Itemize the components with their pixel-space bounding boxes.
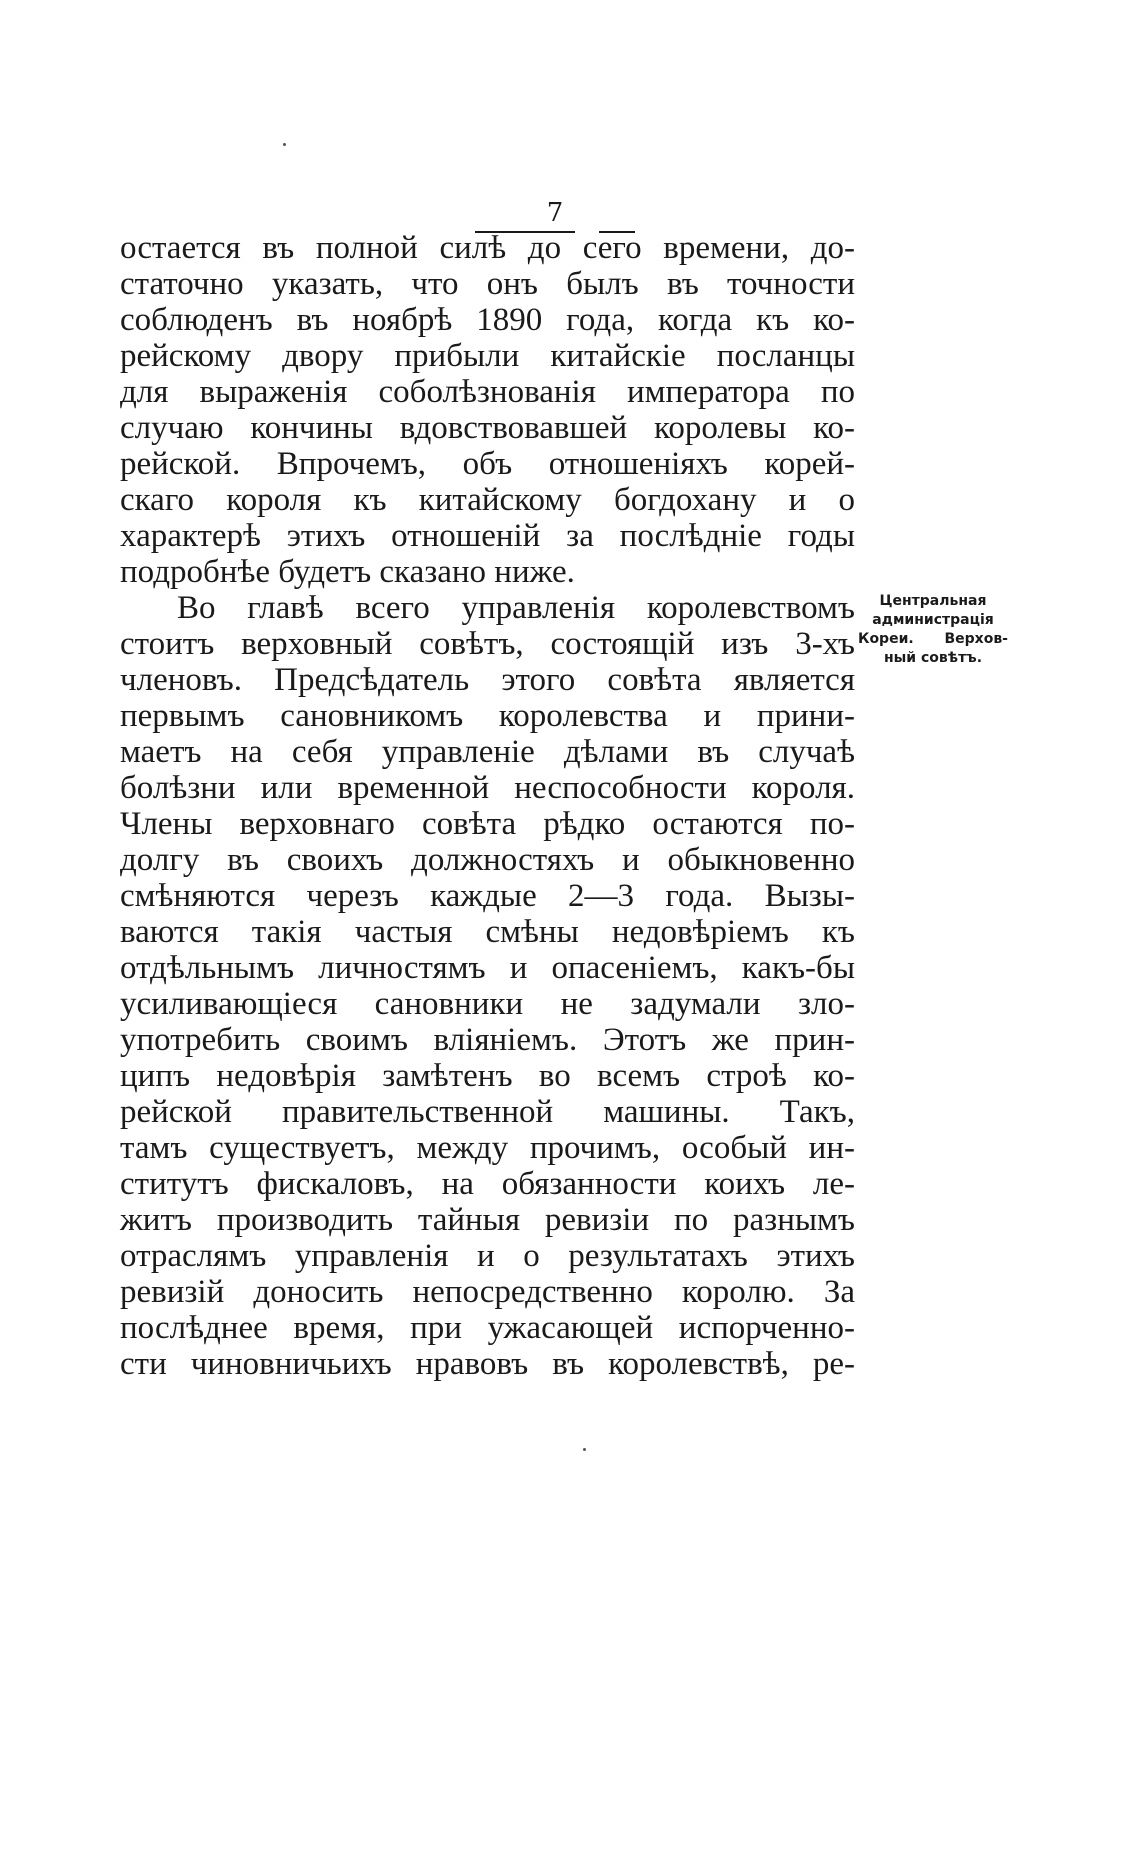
text-line: послѣднее время, при ужасающей испорченно- bbox=[120, 1310, 855, 1346]
text-line: Члены верховнаго совѣта рѣдко остаются по- bbox=[120, 806, 855, 842]
text-line: рейскому двору прибыли китайскіе посланцы bbox=[120, 338, 855, 374]
text-line: ститутъ фискаловъ, на обязанности коихъ ле- bbox=[120, 1166, 855, 1202]
text-line: подробнѣе будетъ сказано ниже. bbox=[120, 554, 575, 590]
text-line: стоитъ верховный совѣтъ, состоящій изъ 3-хъ bbox=[120, 626, 855, 662]
text-line: скаго короля къ китайскому богдохану и о bbox=[120, 482, 855, 518]
text-line: тамъ существуетъ, между прочимъ, особый ин- bbox=[120, 1130, 855, 1166]
text-line: рейской. Впрочемъ, объ отношеніяхъ корей- bbox=[120, 446, 855, 482]
margin-note-line: Центральная bbox=[879, 593, 987, 609]
text-line: статочно указать, что онъ былъ въ точности bbox=[120, 266, 855, 302]
text-line: случаю кончины вдовствовавшей королевы ко- bbox=[120, 410, 855, 446]
text-line: усиливающіеся сановники не задумали зло- bbox=[120, 986, 855, 1022]
paper-speck bbox=[583, 1448, 586, 1451]
text-line: ципъ недовѣрія замѣтенъ во всемъ строѣ ко- bbox=[120, 1058, 855, 1094]
page-number: 7 bbox=[546, 198, 564, 228]
text-line: членовъ. Предсѣдатель этого совѣта является bbox=[120, 662, 855, 698]
text-line: житъ производить тайныя ревизіи по разнымъ bbox=[120, 1202, 855, 1238]
text-line: отдѣльнымъ личностямъ и опасеніемъ, какъ-бы bbox=[120, 950, 855, 986]
paper-speck bbox=[283, 143, 286, 146]
text-line: характерѣ этихъ отношеній за послѣдніе годы bbox=[120, 518, 855, 554]
text-line: болѣзни или временной неспособности короля. bbox=[120, 770, 855, 806]
text-line: употребить своимъ вліяніемъ. Этотъ же прин- bbox=[120, 1022, 855, 1058]
text-line: маетъ на себя управленіе дѣлами въ случаѣ bbox=[120, 734, 855, 770]
text-line: первымъ сановникомъ королевства и прини- bbox=[120, 698, 855, 734]
text-line: ревизій доносить непосредственно королю. За bbox=[120, 1274, 855, 1310]
text-line: отраслямъ управленія и о результатахъ этихъ bbox=[120, 1238, 855, 1274]
text-line: сти чиновничьихъ нравовъ въ королевствѣ, ре- bbox=[120, 1346, 855, 1382]
text-line: ваются такія частыя смѣны недовѣріемъ къ bbox=[120, 914, 855, 950]
margin-note-line: ный совѣтъ. bbox=[883, 650, 983, 666]
text-line: соблюденъ въ ноябрѣ 1890 года, когда къ ко- bbox=[120, 302, 855, 338]
text-line: для выраженія соболѣзнованія императора по bbox=[120, 374, 855, 410]
paragraph-first-line: Во главѣ всего управленія королевствомъ bbox=[177, 590, 855, 626]
margin-note-line: Кореи. Верхов- bbox=[858, 631, 1008, 647]
text-line: долгу въ своихъ должностяхъ и обыкновенно bbox=[120, 842, 855, 878]
margin-note-line: администрація bbox=[872, 612, 994, 628]
text-line: остается въ полной силѣ до сего времени, до- bbox=[120, 230, 855, 266]
text-line: смѣняются черезъ каждые 2—3 года. Вызы- bbox=[120, 878, 855, 914]
text-line: рейской правительственной машины. Такъ, bbox=[120, 1094, 855, 1130]
